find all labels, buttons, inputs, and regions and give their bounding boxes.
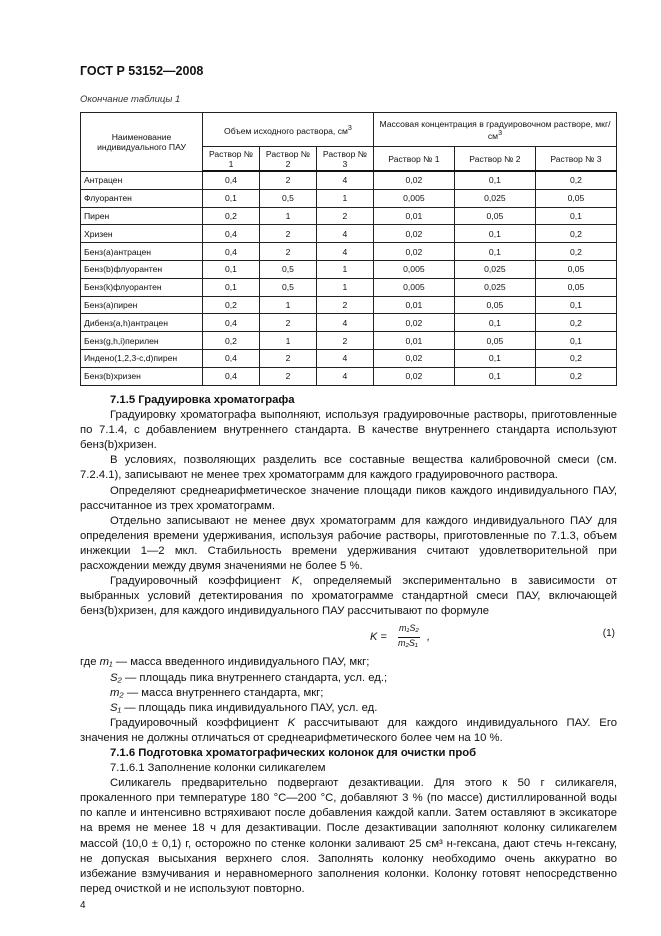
value-cell: 0,2 [203, 332, 260, 350]
value-cell: 0,4 [203, 367, 260, 385]
value-cell: 1 [259, 207, 316, 225]
table-row [81, 314, 617, 332]
value-cell: 4 [316, 314, 373, 332]
value-cell: 0,4 [203, 243, 260, 261]
col-name-header: Наименование индивидуального ПАУ [81, 113, 203, 172]
compound-name-cell: Хризен [81, 225, 203, 243]
value-cell: 0,1 [454, 243, 535, 261]
table-row [81, 207, 617, 225]
paragraph: Определяют среднеарифметическое значение площади пиков каждого индивидуального ПАУ, рассчитанное из трех хроматограмм. [80, 484, 617, 512]
value-cell: 4 [316, 367, 373, 385]
value-cell: 0,005 [373, 260, 454, 278]
value-cell: 0,4 [203, 314, 260, 332]
value-cell: 0,4 [203, 171, 260, 189]
data-table [80, 112, 617, 386]
value-cell: 0,1 [454, 171, 535, 189]
value-cell: 2 [259, 349, 316, 367]
value-cell: 0,2 [535, 367, 616, 385]
group-concentration-header: Массовая концентрация в градуировочном растворе, мкг/$см^3$ [373, 113, 616, 147]
value-cell: 0,4 [203, 225, 260, 243]
value-cell: 4 [316, 171, 373, 189]
table-row [81, 243, 617, 261]
value-cell: 0,2 [535, 171, 616, 189]
value-cell: 0,2 [535, 225, 616, 243]
table-caption: Окончание таблицы 1 [80, 94, 181, 105]
value-cell: 0,05 [535, 260, 616, 278]
compound-name-cell: Антрацен [81, 171, 203, 189]
value-cell: 0,1 [535, 296, 616, 314]
paragraph: В условиях, позволяющих разделить все составные вещества калибровочной смеси (см. 7.2.4.1), записывают не менее трех хроматограмм для каждого градуировочного раствора. [80, 454, 617, 482]
subcolumn-header: Раствор № 2 [454, 147, 535, 172]
value-cell: 0,05 [454, 296, 535, 314]
section-heading-7-1-6: 7.1.6 Подготовка хроматографических колонок для очистки проб [110, 746, 477, 759]
value-cell: 1 [259, 332, 316, 350]
value-cell: 2 [259, 314, 316, 332]
value-cell: 0,02 [373, 243, 454, 261]
value-cell: 4 [316, 225, 373, 243]
value-cell: 0,1 [203, 189, 260, 207]
paragraph: Градуировочный коэффициент K, определяемый экспериментально в зависимости от выбранных условий детектирования по хроматограмме стандартной смеси ПАУ, включающей бенз(b)хризен, для каждого индивидуального ПАУ рассчитывают по формуле [80, 575, 617, 618]
value-cell: 0,01 [373, 332, 454, 350]
value-cell: 4 [316, 243, 373, 261]
paragraph: Градуировку хроматографа выполняют, используя градуировочные растворы, приготовленные по 7.1.4, с добавлением внутреннего стандарта. В качестве внутреннего стандарта используют бенз(b)хризен. [80, 409, 617, 452]
formula: K = m₁S₂ m₂S₁ , (1) [370, 623, 615, 649]
compound-name-cell: Бенз(b)флуорантен [81, 260, 203, 278]
variable-definition: m₂ — масса внутреннего стандарта, мкг; [110, 686, 324, 699]
value-cell: 0,02 [373, 314, 454, 332]
value-cell: 0,5 [259, 189, 316, 207]
compound-name-cell: Бенз(b)хризен [81, 367, 203, 385]
value-cell: 0,5 [259, 260, 316, 278]
value-cell: 0,1 [203, 260, 260, 278]
value-cell: 2 [316, 207, 373, 225]
table-row [81, 260, 617, 278]
subcolumn-header: Раствор № 3 [535, 147, 616, 172]
value-cell: 0,2 [535, 349, 616, 367]
value-cell: 0,2 [203, 296, 260, 314]
value-cell: 2 [259, 225, 316, 243]
group-volume-header: Объем исходного раствора, $см^3$ [203, 113, 374, 147]
compound-name-cell: Бенз(а)антрацен [81, 243, 203, 261]
variable-definition: S₁ — площадь пика индивидуального ПАУ, усл. ед. [110, 701, 378, 714]
value-cell: 0,5 [259, 278, 316, 296]
document-header: ГОСТ Р 53152—2008 [80, 64, 204, 78]
value-cell: 0,005 [373, 189, 454, 207]
value-cell: 0,01 [373, 296, 454, 314]
paragraph: Отдельно записывают не менее двух хроматограмм для каждого индивидуального ПАУ для определения времени удерживания, используя рабочие растворы, приготовленные по 7.1.3, объем инжекции 1—2 мкл. Стабильность времени удерживания считают удовлетворительной при расхождении между двумя значениями не более 5 %. [80, 514, 617, 573]
value-cell: 0,1 [454, 367, 535, 385]
table-row [81, 171, 617, 189]
value-cell: 0,1 [535, 207, 616, 225]
table-row [81, 225, 617, 243]
value-cell: 0,05 [535, 278, 616, 296]
value-cell: 1 [316, 189, 373, 207]
table-row [81, 349, 617, 367]
paragraph: Силикагель предварительно подвергают дезактивации. Для этого к 50 г силикагеля, прокаленного при температуре 180 °С—200 °С, добавляют 3 % (по массе) дистиллированной воды по капле и интенсивно встряхивают после добавления каждой капли. Затем оставляют в эксикаторе на время не менее 18 ч для дезактивации. После дезактивации заполняют колонку силикагелем массой (10,0 ± 0,1) г, осторожно по стенке колонки заливают 25 см³ н-гексана, дают стечь н-гексану, не допуская высыхания верхнего слоя. Заполнять колонку необходимо очень аккуратно во избежание взмучивания и неравномерного заполнения колонки. Колонку готовят непосредственно перед очисткой и не используют повторно. [80, 777, 617, 895]
value-cell: 0,02 [373, 349, 454, 367]
value-cell: 0,005 [373, 278, 454, 296]
value-cell: 0,025 [454, 278, 535, 296]
value-cell: 0,1 [203, 278, 260, 296]
compound-name-cell: Бенз(k)флуорантен [81, 278, 203, 296]
value-cell: 2 [259, 367, 316, 385]
compound-name-cell: Флуорантен [81, 189, 203, 207]
variable-definition: где m₁ — масса введенного индивидуального ПАУ, мкг; [80, 656, 370, 669]
value-cell: 0,1 [454, 314, 535, 332]
compound-name-cell: Пирен [81, 207, 203, 225]
value-cell: 0,1 [454, 225, 535, 243]
table-row [81, 189, 617, 207]
subcolumn-header: Раствор № 1 [373, 147, 454, 172]
value-cell: 0,025 [454, 189, 535, 207]
value-cell: 2 [259, 171, 316, 189]
value-cell: 1 [316, 260, 373, 278]
paragraph: Градуировочный коэффициент K рассчитывают для каждого индивидуального ПАУ. Его значения не должны отличаться от среднеарифметического более чем на 10 %. [80, 716, 617, 744]
value-cell: 2 [259, 243, 316, 261]
table-row [81, 332, 617, 350]
value-cell: 0,2 [535, 314, 616, 332]
subsection-heading-7-1-6-1: 7.1.6.1 Заполнение колонки силикагелем [110, 762, 326, 775]
value-cell: 0,02 [373, 225, 454, 243]
table-row [81, 296, 617, 314]
value-cell: 0,1 [535, 332, 616, 350]
subcolumn-header: Раствор № 3 [316, 147, 373, 172]
section-heading-7-1-5: 7.1.5 Градуировка хроматографа [110, 394, 295, 406]
value-cell: 0,05 [535, 189, 616, 207]
body-text [80, 393, 617, 897]
value-cell: 0,1 [454, 349, 535, 367]
value-cell: 1 [316, 278, 373, 296]
value-cell: 0,2 [535, 243, 616, 261]
subcolumn-header: Раствор № 1 [203, 147, 260, 172]
value-cell: 0,01 [373, 207, 454, 225]
compound-name-cell: Бенз(а)пирен [81, 296, 203, 314]
compound-name-cell: Бенз(g,h,i)перилен [81, 332, 203, 350]
value-cell: 0,4 [203, 349, 260, 367]
value-cell: 0,05 [454, 332, 535, 350]
subcolumn-header: Раствор № 2 [259, 147, 316, 172]
formula-number: (1) [602, 628, 615, 640]
value-cell: 4 [316, 349, 373, 367]
value-cell: 0,02 [373, 367, 454, 385]
variable-definition: S₂ — площадь пика внутреннего стандарта, усл. ед.; [110, 671, 388, 684]
compound-name-cell: Дибенз(а,h)антрацен [81, 314, 203, 332]
table-row [81, 278, 617, 296]
table-row [81, 367, 617, 385]
value-cell: 0,05 [454, 207, 535, 225]
value-cell: 2 [316, 332, 373, 350]
value-cell: 0,02 [373, 171, 454, 189]
compound-name-cell: Индено(1,2,3-c,d)пирен [81, 349, 203, 367]
page-number: 4 [80, 900, 86, 911]
value-cell: 2 [316, 296, 373, 314]
value-cell: 1 [259, 296, 316, 314]
value-cell: 0,2 [203, 207, 260, 225]
value-cell: 0,025 [454, 260, 535, 278]
